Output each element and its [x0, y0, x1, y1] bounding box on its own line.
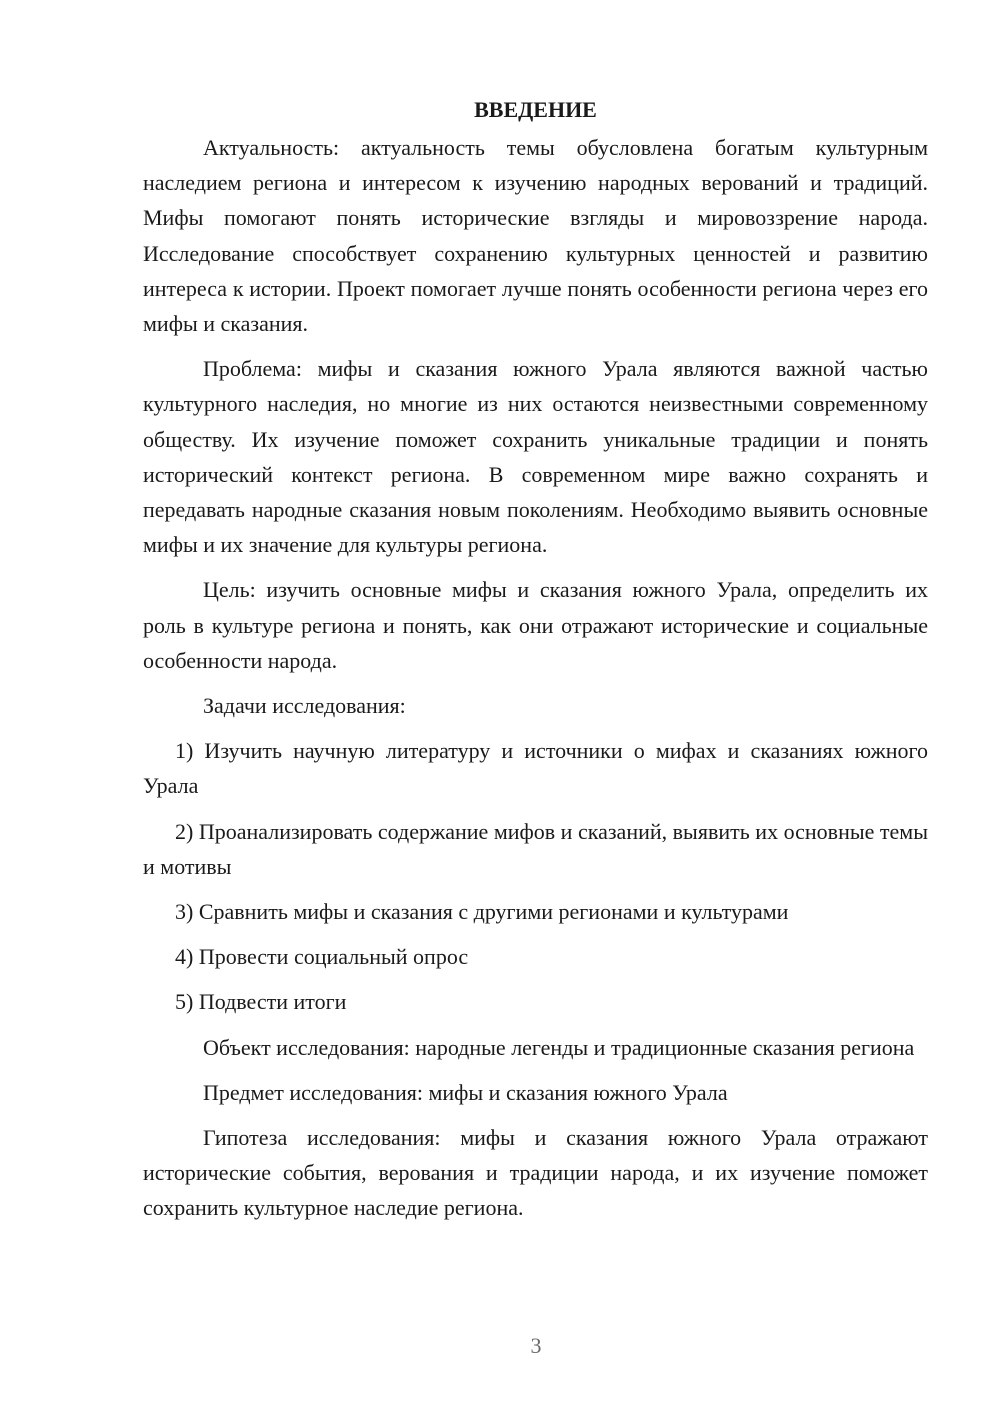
task-item-5: 5) Подвести итоги	[175, 989, 347, 1015]
tasks-heading: Задачи исследования:	[203, 693, 406, 719]
problem-paragraph: Проблема: мифы и сказания южного Урала являются важной частью культурного наследия, но многие из них остаются неизвестными современному обществу. Их изучение поможет сохранить уникальные традиции и понять исторический контекст региона. В современном мире важно сохранять и передавать народные сказания новым поколениям. Необходимо выявить основные мифы и их значение для культуры региона.	[143, 356, 928, 558]
page-number: 3	[530, 1333, 542, 1358]
task-item-3: 3) Сравнить мифы и сказания с другими регионами и культурами	[175, 899, 789, 925]
task-item-2: 2) Проанализировать содержание мифов и сказаний, выявить их основные темы и мотивы	[143, 818, 928, 879]
subject-paragraph: Предмет исследования: мифы и сказания южного Урала	[203, 1079, 728, 1105]
goal-paragraph: Цель: изучить основные мифы и сказания южного Урала, определить их роль в культуре региона и понять, как они отражают исторические и социальные особенности народа.	[143, 577, 928, 673]
document-body	[143, 92, 928, 1236]
object-paragraph: Объект исследования: народные легенды и традиционные сказания региона	[203, 1034, 915, 1060]
task-item-4: 4) Провести социальный опрос	[175, 944, 469, 970]
hypothesis-paragraph: Гипотеза исследования: мифы и сказания южного Урала отражают исторические события, верования и традиции народа, и их изучение поможет сохранить культурное наследие региона.	[143, 1125, 928, 1221]
task-item-1: 1) Изучить научную литературу и источники о мифах и сказаниях южного Урала	[143, 738, 928, 799]
relevance-paragraph: Актуальность: актуальность темы обусловлена богатым культурным наследием региона и интересом к изучению народных верований и традиций. Мифы помогают понять исторические взгляды и мировоззрение народа. Исследование способствует сохранению культурных ценностей и развитию интереса к истории. Проект помогает лучше понять особенности региона через его мифы и сказания.	[143, 135, 928, 337]
document-title: ВВЕДЕНИЕ	[474, 97, 597, 122]
